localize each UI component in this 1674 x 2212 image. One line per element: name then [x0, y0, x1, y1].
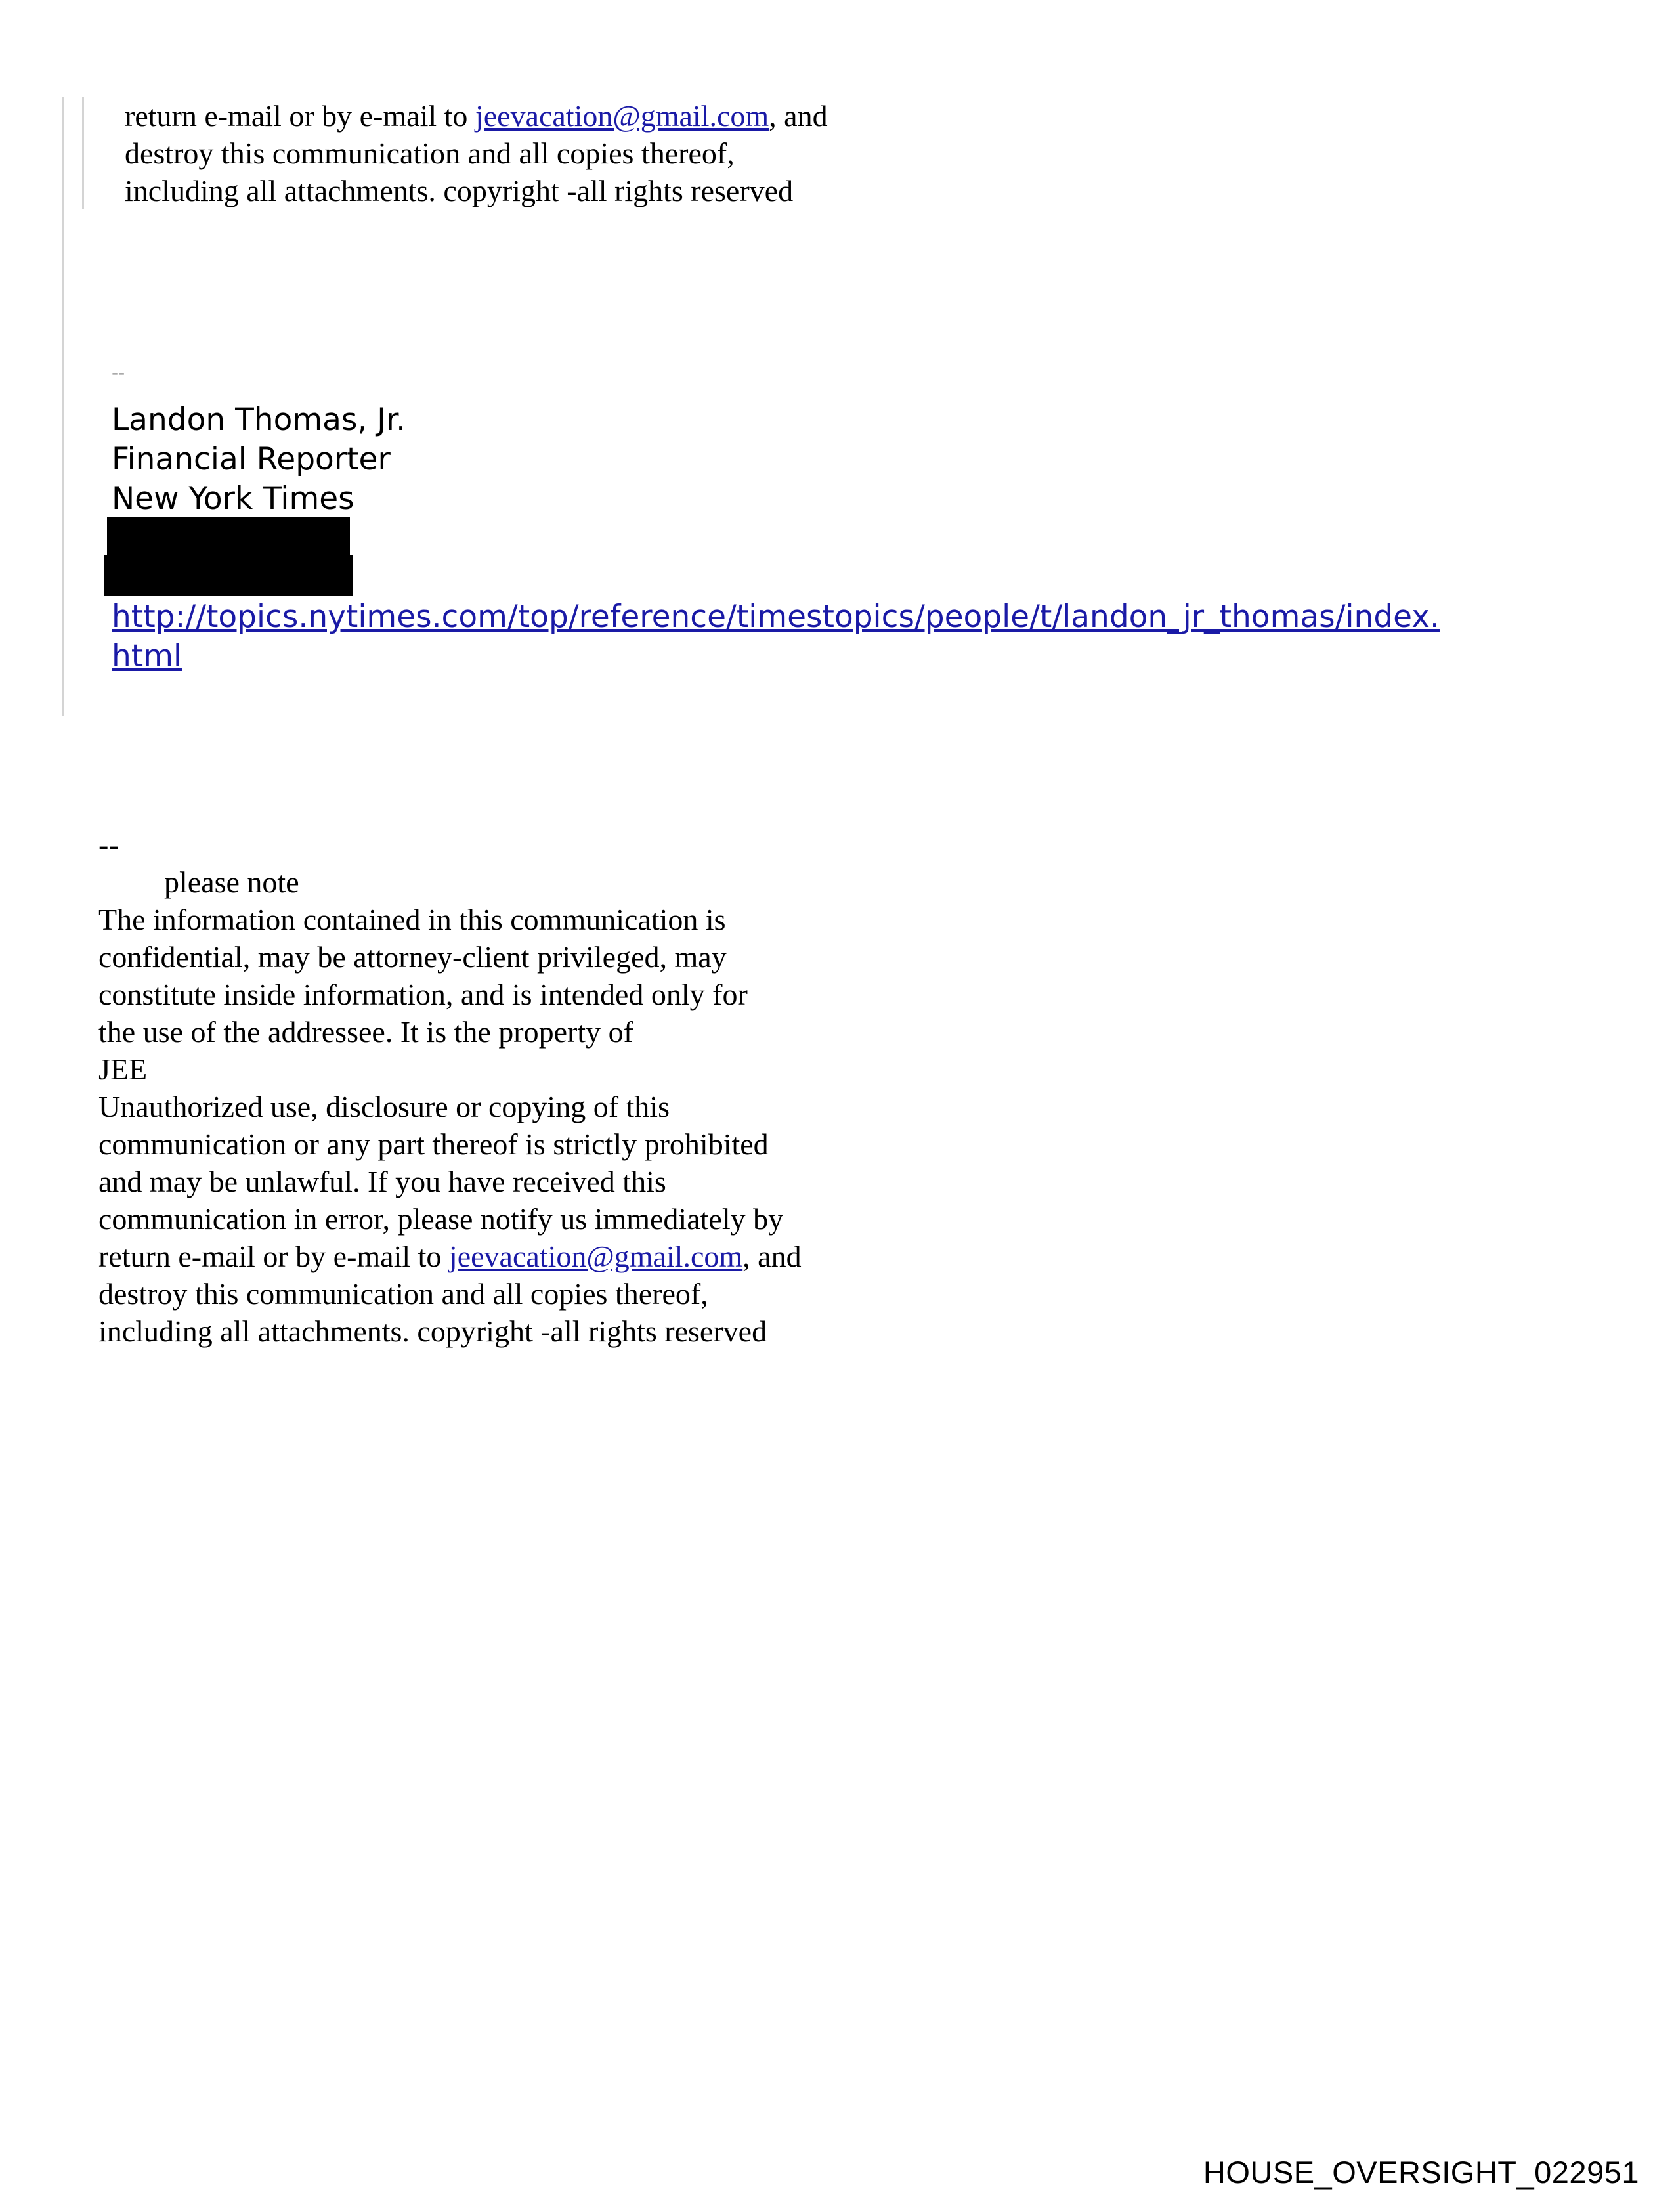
disclaimer-line: including all attachments. copyright -all rights reserved [98, 1314, 767, 1348]
email-link[interactable]: jeevacation@gmail.com [448, 1240, 743, 1273]
email-link[interactable]: jeevacation@gmail.com [475, 99, 769, 133]
quoted-disclaimer [125, 97, 828, 209]
quoted-disclaimer-text: , and [769, 99, 828, 133]
signature-block [112, 401, 406, 519]
disclaimer-line: communication in error, please notify us immediately by [98, 1202, 784, 1236]
footer-disclaimer [98, 901, 802, 1350]
bates-number: HOUSE_OVERSIGHT_022951 [1203, 2155, 1639, 2190]
signature-title: Financial Reporter [112, 441, 391, 477]
disclaimer-line: The information contained in this communication is [98, 903, 726, 936]
disclaimer-line: JEE [98, 1052, 148, 1086]
disclaimer-line: constitute inside information, and is intended only for [98, 978, 748, 1011]
signature-separator: -- [112, 362, 125, 383]
quote-bar-outer [62, 97, 64, 716]
quoted-disclaimer-line [125, 97, 828, 135]
profile-link-line[interactable]: html [112, 638, 182, 674]
disclaimer-line [98, 1238, 802, 1275]
signature-organization: New York Times [112, 481, 354, 517]
profile-link-line[interactable]: http://topics.nytimes.com/top/reference/timestopics/people/t/landon_jr_thomas/index. [112, 599, 1440, 635]
disclaimer-line: Unauthorized use, disclosure or copying of this [98, 1090, 670, 1123]
disclaimer-line: communication or any part thereof is strictly prohibited [98, 1127, 769, 1161]
disclaimer-line: confidential, may be attorney-client privileged, may [98, 940, 727, 974]
disclaimer-text: return e-mail or by e-mail to [98, 1240, 449, 1273]
quote-bar-inner [82, 97, 84, 209]
profile-link[interactable] [112, 597, 1440, 676]
disclaimer-separator: -- [98, 828, 119, 861]
quoted-disclaimer-line: destroy this communication and all copies thereof, [125, 137, 735, 170]
disclaimer-line: and may be unlawful. If you have received this [98, 1165, 666, 1198]
redaction-box [107, 517, 350, 557]
disclaimer-text: , and [742, 1240, 802, 1273]
disclaimer-line: destroy this communication and all copies thereof, [98, 1277, 708, 1311]
quoted-disclaimer-text: return e-mail or by e-mail to [125, 99, 475, 133]
quoted-disclaimer-line: including all attachments. copyright -all rights reserved [125, 174, 794, 207]
disclaimer-line: the use of the addressee. It is the property of [98, 1015, 633, 1049]
signature-name: Landon Thomas, Jr. [112, 402, 406, 438]
disclaimer-heading: please note [164, 865, 299, 899]
redaction-box [104, 555, 353, 596]
